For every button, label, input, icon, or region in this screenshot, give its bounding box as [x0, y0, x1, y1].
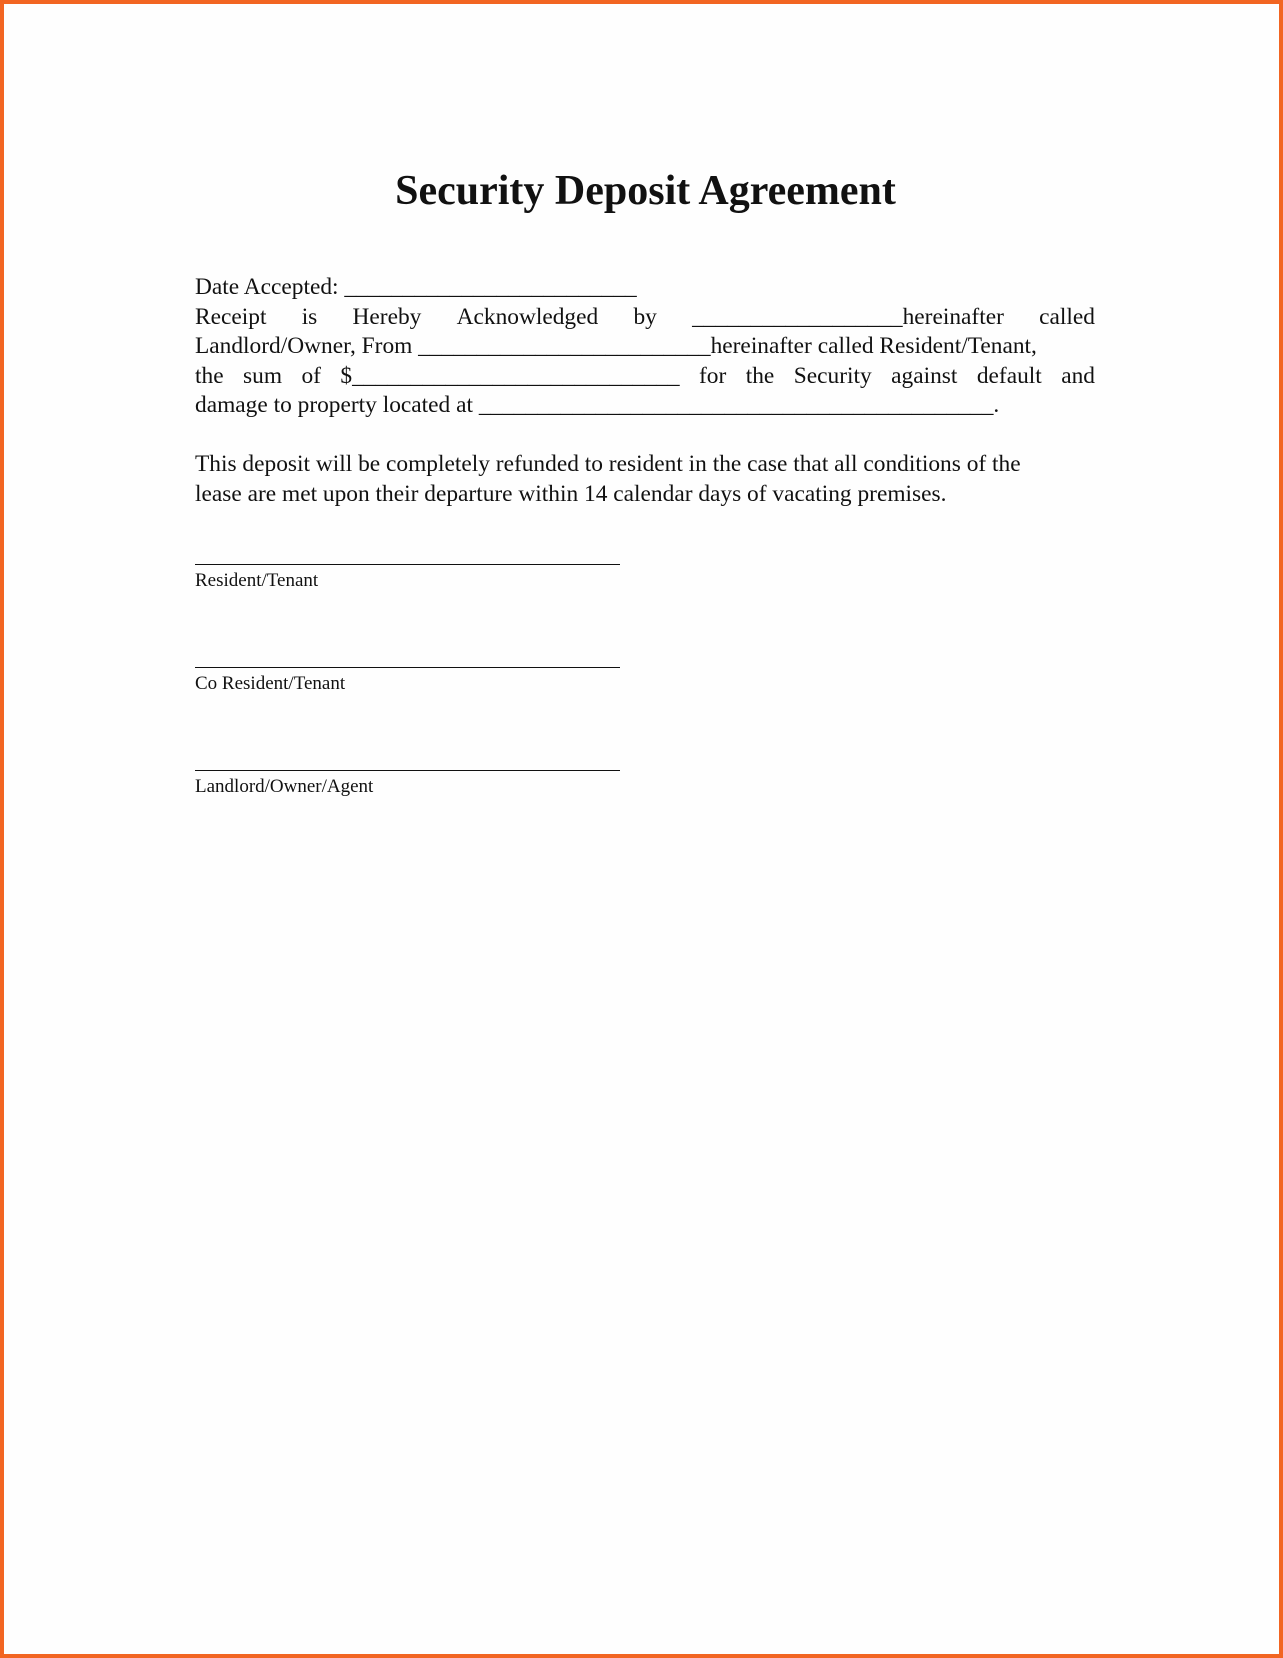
sum-line	[195, 362, 1095, 392]
receipt-acknowledged-line	[195, 303, 1095, 333]
refund-line-1: This deposit will be completely refunded to resident in the case that all conditions of the	[195, 451, 1021, 477]
signature-line	[195, 770, 620, 771]
property-address-line: damage to property located at ____________________________________________.	[195, 392, 1000, 418]
receipt-section	[195, 273, 1095, 421]
receipt-word: Hereby	[352, 303, 422, 330]
receipt-word: by	[633, 303, 657, 330]
signature-resident	[195, 564, 625, 593]
signature-line	[195, 667, 620, 668]
refund-paragraph	[195, 450, 1095, 509]
sum-word: Security	[793, 362, 872, 389]
date-accepted-line: Date Accepted: _________________________	[195, 274, 637, 300]
document-title: Security Deposit Agreement	[395, 168, 896, 214]
signature-label: Landlord/Owner/Agent	[195, 776, 374, 797]
signature-co-resident	[195, 667, 625, 696]
signature-label: Resident/Tenant	[195, 570, 319, 591]
sum-word: sum	[243, 362, 283, 389]
refund-line-2: lease are met upon their departure within 14 calendar days of vacating premises.	[195, 480, 947, 507]
signature-label: Co Resident/Tenant	[195, 673, 346, 694]
sum-word: for	[699, 362, 727, 389]
amount-blank: $____________________________	[340, 362, 680, 389]
landlord-from-line: Landlord/Owner, From _________________________hereinafter called Resident/Tenant,	[195, 333, 1037, 359]
signature-line	[195, 564, 620, 565]
receipt-word: Receipt	[195, 303, 267, 330]
sum-word: default	[976, 362, 1042, 389]
receipt-word: Acknowledged	[456, 303, 599, 330]
receipt-word: is	[301, 303, 318, 330]
sum-word: the	[195, 362, 224, 389]
sum-word: against	[891, 362, 958, 389]
landlord-name-blank: __________________hereinafter	[692, 303, 1004, 330]
sum-word: the	[745, 362, 775, 389]
receipt-word: called	[1039, 303, 1095, 330]
sum-word: of	[301, 362, 321, 389]
signature-landlord	[195, 770, 625, 799]
sum-word: and	[1061, 362, 1095, 389]
